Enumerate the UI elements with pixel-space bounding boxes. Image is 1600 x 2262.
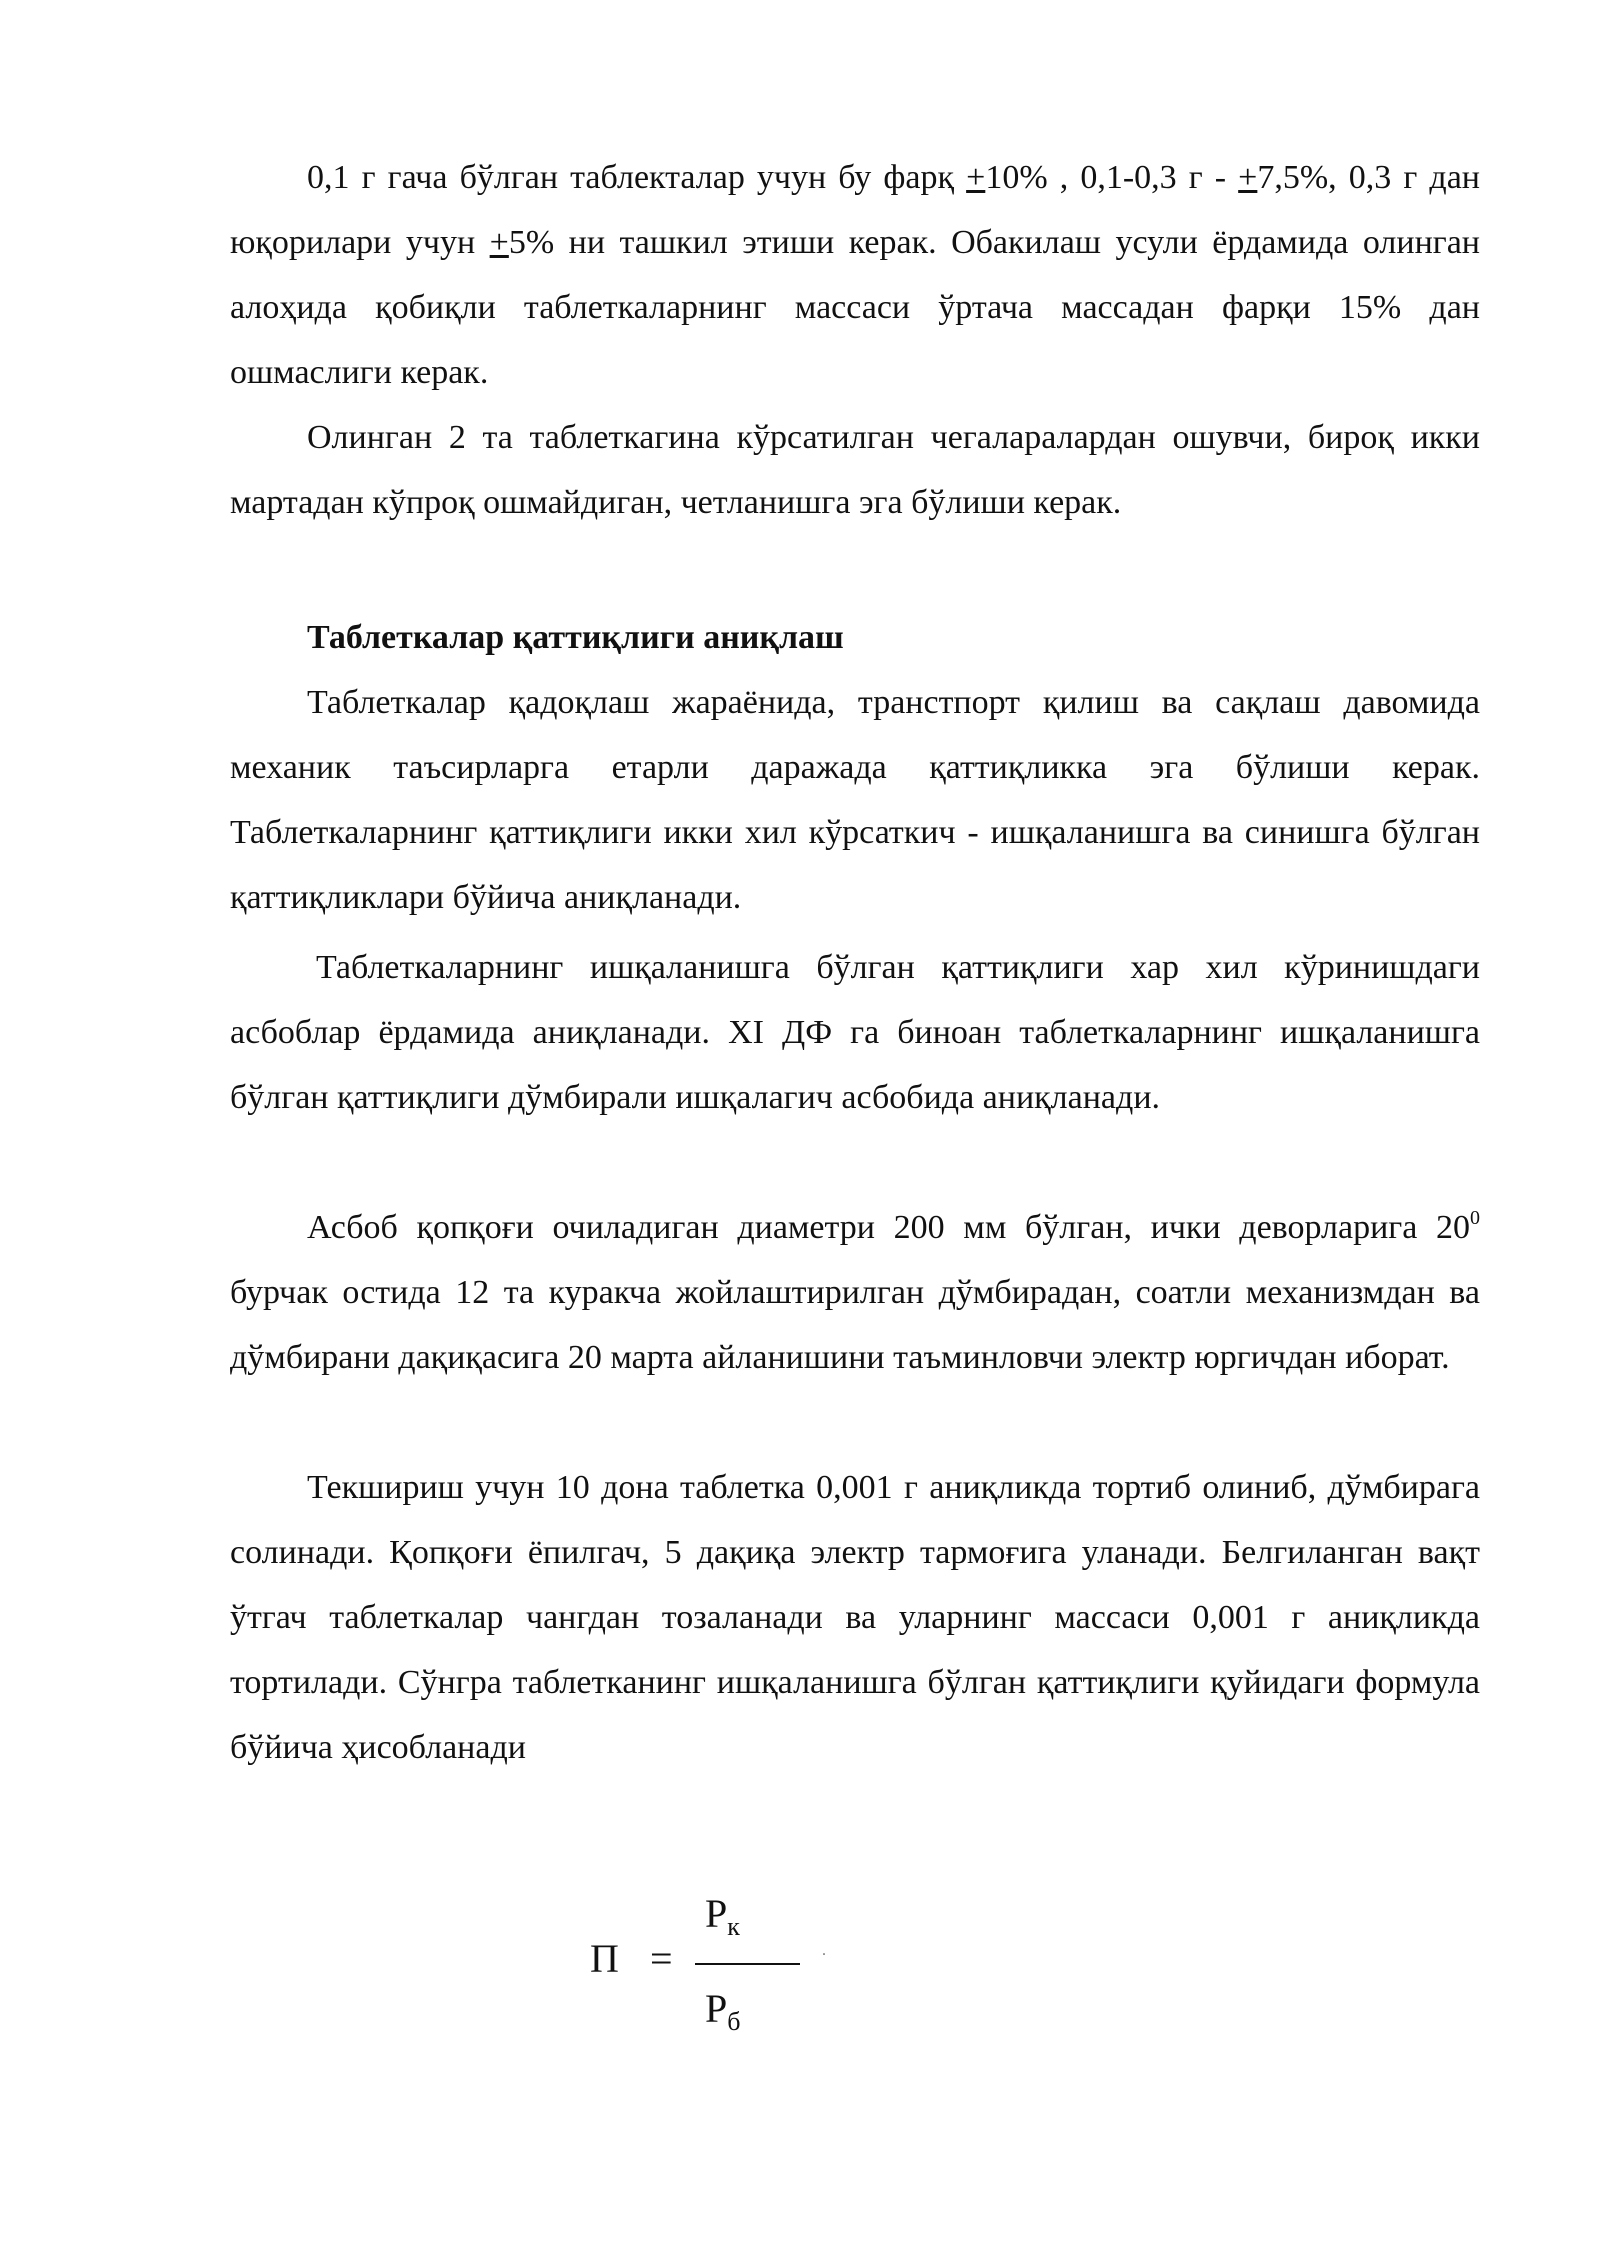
formula-numerator bbox=[705, 1890, 740, 1941]
paragraph-text: 7,5%, 0,3 г дан юқорилари учун bbox=[230, 159, 1480, 261]
paragraph-apparatus bbox=[230, 1195, 1480, 1390]
paragraph-abrasion-method: Таблеткаларнинг ишқаланишга бўлган қаттиқлиги хар хил кўринишдаги асбоблар ёрдамида аниқланади. XI ДФ га биноан таблеткаларнинг ишқаланишга бўлган қаттиқлиги дўмбирали ишқалагич асбобида аниқланади. bbox=[230, 949, 1480, 1116]
formula-equals: = bbox=[650, 1936, 673, 1981]
text-block-5 bbox=[230, 1455, 1480, 1780]
text-block-1 bbox=[230, 145, 1480, 535]
text-block-4 bbox=[230, 1195, 1480, 1390]
formula-lhs: П bbox=[590, 1936, 619, 1981]
paragraph-weight-deviation bbox=[230, 145, 1480, 405]
fraction-bar bbox=[695, 1963, 800, 1965]
paragraph-hardness-intro: Таблеткалар қадоқлаш жараёнида, транстпорт қилиш ва сақлаш давомида механик таъсирларга етарли даражада қаттиқликка эга бўлиши керак. Таблеткаларнинг қаттиқлиги икки хил кўрсаткич - ишқаланишга ва синишга бўлган қаттиқликлари бўйича аниқланади. bbox=[230, 684, 1480, 916]
paragraph-text: 0,1 г гача бўлган таблекталар учун бу фарқ bbox=[307, 159, 967, 196]
degree-superscript: 0 bbox=[1470, 1207, 1480, 1229]
formula-denominator bbox=[705, 1985, 741, 2036]
plus-minus-sign: + bbox=[966, 159, 986, 196]
paragraph-text: Асбоб қопқоғи очиладиган диаметри 200 мм бўлган, ички деворларига 20 bbox=[307, 1209, 1470, 1246]
plus-minus-sign: + bbox=[489, 224, 509, 261]
hardness-formula bbox=[590, 1890, 850, 2040]
numerator-base: Р bbox=[705, 1891, 728, 1936]
denominator-base: Р bbox=[705, 1986, 728, 2031]
paragraph-text: 5% ни ташкил этиши керак. Обакилаш усули ёрдамида олинган алоҳида қобиқли таблеткаларнинг массаси ўртача массадан фарқи 15% дан ошмаслиги керак. bbox=[230, 224, 1481, 391]
paragraph-text: бурчак остида 12 та куракча жойлаштирилган дўмбирадан, соатли механизмдан ва дўмбирани дақиқасига 20 марта айланишини таъминловчи электр юргичдан иборат. bbox=[230, 1274, 1480, 1376]
formula-trailing-dot: . bbox=[822, 1942, 826, 1959]
section-heading: Таблеткалар қаттиқлиги аниқлаш bbox=[307, 619, 844, 656]
plus-minus-sign: + bbox=[1238, 159, 1258, 196]
numerator-subscript: к bbox=[727, 1912, 740, 1941]
paragraph-allowed-deviation: Олинган 2 та таблеткагина кўрсатилган чегаларалардан ошувчи, бироқ икки мартадан кўпроқ ошмайдиган, четланишга эга бўлиши керак. bbox=[230, 419, 1480, 521]
text-block-3 bbox=[230, 935, 1480, 1130]
paragraph-procedure: Текшириш учун 10 дона таблетка 0,001 г аниқликда тортиб олиниб, дўмбирага солинади. Қопқоғи ёпилгач, 5 дақиқа электр тармоғига уланади. Белгиланган вақт ўтгач таблеткалар чангдан тозаланади ва уларнинг массаси 0,001 г аниқликда тортилади. Сўнгра таблетканинг ишқаланишга бўлган қаттиқлиги қуйидаги формула бўйича ҳисобланади bbox=[230, 1469, 1480, 1766]
paragraph-text: 10% , 0,1-0,3 г - bbox=[985, 159, 1239, 196]
denominator-subscript: б bbox=[727, 2007, 741, 2036]
text-block-2 bbox=[230, 605, 1480, 930]
